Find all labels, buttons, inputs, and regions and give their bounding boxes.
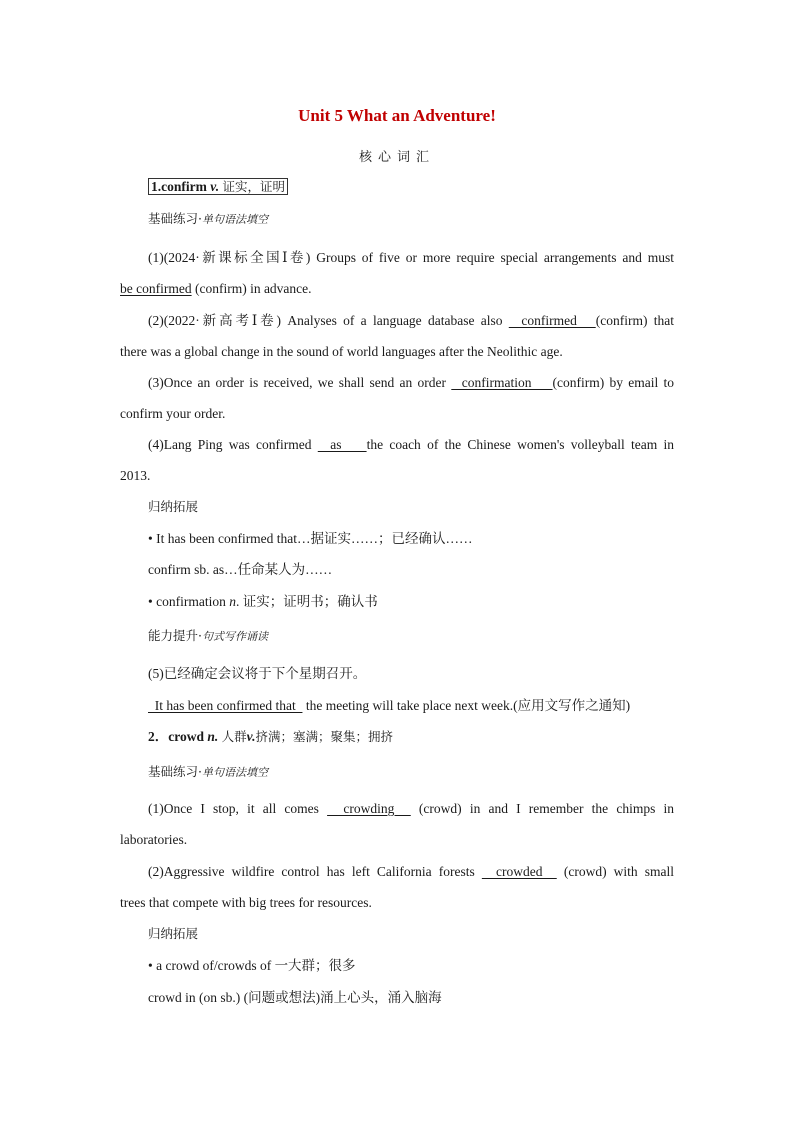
question-4-line-2: 2013. <box>120 468 151 483</box>
question-1-line-1: (1)(2024·新课标全国Ⅰ卷) Groups of five or more require special arrangements and must <box>148 250 674 265</box>
page-title: Unit 5 What an Adventure! <box>298 106 496 125</box>
headword-box: 1.confirm v. 证实，证明 <box>148 178 288 195</box>
extension-item: • confirmation n. 证实；证明书；确认书 <box>148 594 378 609</box>
question-2-line-1: (2)(2022·新高考Ⅰ卷) Analyses of a language database also confirmed (confirm) that <box>148 313 674 328</box>
question-2-line-2: there was a global change in the sound of world languages after the Neolithic age. <box>120 344 563 359</box>
summary-label: 归纳拓展 <box>148 926 199 941</box>
extension-item: confirm sb. as…任命某人为…… <box>148 562 333 577</box>
answer-blank: crowding <box>327 801 411 816</box>
question-3-line-2: confirm your order. <box>120 406 226 421</box>
answer-blank: as <box>317 437 367 452</box>
headword-confirm <box>148 178 674 195</box>
question-2-line-2: trees that compete with big trees for resources. <box>120 895 372 910</box>
answer-blank: confirmation <box>451 375 553 390</box>
question-1-line-2: laboratories. <box>120 832 188 847</box>
section-subtitle: 核心词汇 <box>358 150 435 165</box>
answer-blank: It has been confirmed that <box>148 698 303 713</box>
ability-label: 能力提升·句式写作诵读 <box>148 628 268 643</box>
headword-crowd: 2．crowd n. 人群v.挤满；塞满；聚集；拥挤 <box>148 729 394 744</box>
question-5: (5)已经确定会议将于下个星期召开。 <box>148 666 367 681</box>
answer-blank: be confirmed <box>120 281 192 296</box>
extension-item: • It has been confirmed that…据证实……；已经确认…… <box>148 531 473 546</box>
answer-blank: confirmed <box>508 313 596 328</box>
question-3-line-1: (3)Once an order is received, we shall send an order confirmation (confirm) by email to <box>148 375 675 390</box>
question-4-line-1: (4)Lang Ping was confirmed as the coach of the Chinese women's volleyball team in <box>148 437 675 452</box>
extension-item: • a crowd of/crowds of 一大群；很多 <box>148 958 356 973</box>
basic-practice-label: 基础练习·单句语法填空 <box>148 764 268 779</box>
answer-blank: crowded <box>481 864 557 879</box>
question-2-line-1: (2)Aggressive wildfire control has left California forests crowded (crowd) with small <box>148 864 675 879</box>
question-1-line-1: (1)Once I stop, it all comes crowding (crowd) in and I remember the chimps in <box>148 801 675 816</box>
summary-label: 归纳拓展 <box>148 499 199 514</box>
question-5-answer-line: It has been confirmed that the meeting will take place next week.(应用文写作之通知) <box>148 698 631 713</box>
extension-item: crowd in (on sb.) (问题或想法)涌上心头，涌入脑海 <box>148 990 442 1005</box>
basic-practice-label: 基础练习·单句语法填空 <box>148 211 268 226</box>
question-1-line-2: be confirmed (confirm) in advance. <box>120 281 312 296</box>
